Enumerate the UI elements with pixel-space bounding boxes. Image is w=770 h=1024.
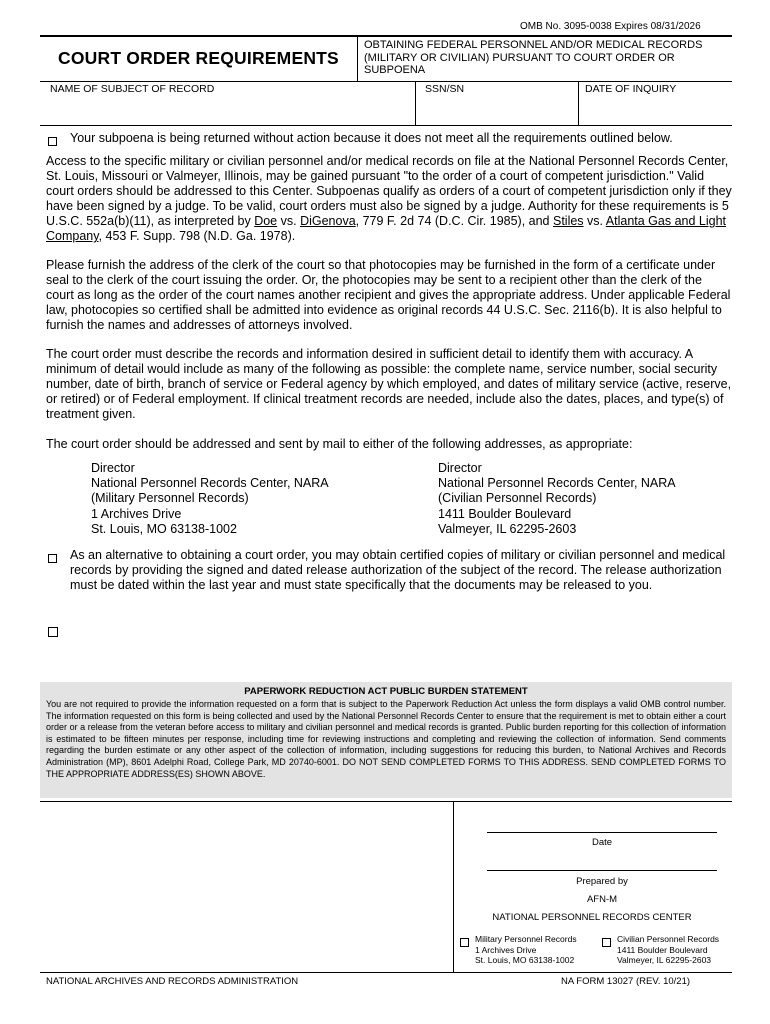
return-without-action-checkbox[interactable]	[48, 137, 57, 146]
date-signature-line	[487, 832, 717, 833]
header-bottom-rule	[40, 81, 732, 82]
field-divider-1	[415, 81, 416, 125]
name-of-subject-label: NAME OF SUBJECT OF RECORD	[50, 83, 215, 95]
case-digenova: DiGenova	[300, 214, 356, 229]
footer-rule	[40, 972, 732, 973]
military-records-checkbox[interactable]	[460, 938, 469, 947]
prepared-by-label: Prepared by	[576, 876, 628, 887]
bottom-section-divider	[453, 801, 454, 973]
military-records-address: Director National Personnel Records Center, NARA (Military Personnel Records) 1 Archives Drive St. Louis, MO 63138-1002	[91, 461, 329, 536]
release-authorization-text: As an alternative to obtaining a court order, you may obtain certified copies of military or civilian personnel and medical records by providing the signed and dated release authorization of the subject of the record. The release authorization must be dated within the last year and must state specifically that the documents may be released to you.	[70, 548, 726, 593]
fields-bottom-rule	[40, 125, 732, 126]
header-top-rule	[40, 35, 732, 37]
ssn-field[interactable]	[417, 95, 575, 123]
footer-form-number: NA FORM 13027 (REV. 10/21)	[561, 976, 691, 987]
ssn-label: SSN/SN	[425, 83, 465, 95]
photocopies-paragraph: Please furnish the address of the clerk of the court so that photocopies may be furnished in the form of a certificate under seal to the clerk of the court issuing the order. Or, the photocopies may be sent to a recipient other than the clerk of the court as long as the order of the court names another recipient and gives the appropriate address. Under applicable Federal law, photocopies so certified shall be admitted into evidence as original records 44 U.S.C. Sec. 2116(b). It is also helpful to furnish the names and addresses of attorneys involved.	[46, 258, 731, 333]
case-doe: Doe	[254, 214, 278, 229]
pra-text: You are not required to provide the information requested on a form that is subject to the Paperwork Reduction Act unless the form displays a valid OMB control number. The information requested on this form is being collected and used by the National Personnel Records Center to ensure that the requirement is met to obtain either a court order or a release from the veteran before access to military and civilian personnel and medical records is granted. Public burden reporting for this collection of information is estimated to be fifteen minutes per response, including time for reviewing instructions and completing and reviewing the collection of information. Send comments regarding the burden estimate or any other aspect of the collection of information, including suggestions for reducing this burden, to National Archives and Records Administration (MP), 8601 Adelphi Road, College Park, MD 20740-6001. DO NOT SEND COMPLETED FORMS TO THIS ADDRESS. SEND COMPLETED FORMS TO THE APPROPRIATE ADDRESS(ES) SHOWN ABOVE.	[46, 699, 726, 779]
bottom-section-top-rule	[40, 801, 732, 802]
return-without-action-text: Your subpoena is being returned without action because it does not meet all the requirements outlined below.	[70, 131, 673, 145]
case-atlanta-gas: Atlanta Gas and Light Company	[46, 214, 727, 244]
military-records-return-address: Military Personnel Records 1 Archives Drive St. Louis, MO 63138-1002	[475, 934, 577, 965]
prepared-by-line	[487, 870, 717, 871]
other-reason-checkbox[interactable]	[48, 627, 58, 637]
remarks-area[interactable]	[42, 803, 450, 971]
date-label: Date	[591, 837, 613, 848]
date-of-inquiry-field[interactable]	[580, 95, 730, 123]
pra-title: PAPERWORK REDUCTION ACT PUBLIC BURDEN STATEMENT	[244, 686, 528, 697]
civilian-records-checkbox[interactable]	[602, 938, 611, 947]
civilian-records-return-address: Civilian Personnel Records 1411 Boulder Boulevard Valmeyer, IL 62295-2603	[617, 934, 720, 965]
access-paragraph: Access to the specific military or civilian personnel and/or medical records on file at the National Personnel Records Center, St. Louis, Missouri or Valmeyer, Illinois, may be gained pursuant "to the order of a court of competent jurisdiction." Valid court orders should be addressed to this Center. Subpoenas qualify as orders of a court of competent jurisdiction only if they have been signed by a judge. To be valid, court orders must also be signed by a judge. Authority for these requirements is 5 U.S.C. 552a(b)(11), as interpreted by Doe vs. DiGenova, 779 F. 2d 74 (D.C. Cir. 1985), and Stiles vs. Atlanta Gas and Light Company, 453 F. Supp. 798 (N.D. Ga. 1978).	[46, 154, 732, 244]
afn-label: AFN-M	[586, 894, 618, 905]
date-of-inquiry-label: DATE OF INQUIRY	[585, 83, 677, 95]
court-order-detail-paragraph: The court order must describe the records and information desired in sufficient detail to identify them with accuracy. A minimum of detail would include as many of the following as possible: the complete name, service number, social security number, date of birth, branch of service or Federal agency by which employed, and dates of military service (active, reserve, or retired) or of Federal employment. If clinical treatment records are needed, include also the dates, places, and type(s) of treatment given.	[46, 347, 732, 422]
case-stiles: Stiles	[552, 214, 584, 229]
civilian-records-address: Director National Personnel Records Center, NARA (Civilian Personnel Records) 1411 Boulder Boulevard Valmeyer, IL 62295-2603	[438, 461, 676, 536]
footer-agency: NATIONAL ARCHIVES AND RECORDS ADMINISTRATION	[46, 976, 299, 987]
name-of-subject-field[interactable]	[40, 85, 410, 123]
omb-number: OMB No. 3095-0038 Expires 08/31/2026	[520, 21, 701, 32]
form-subtitle: OBTAINING FEDERAL PERSONNEL AND/OR MEDICAL RECORDS (MILITARY OR CIVILIAN) PURSUANT TO COURT ORDER OR SUBPOENA	[364, 39, 703, 76]
records-center-label: NATIONAL PERSONNEL RECORDS CENTER	[492, 912, 692, 923]
addresses-intro-paragraph: The court order should be addressed and sent by mail to either of the following addresses, as appropriate:	[46, 437, 633, 451]
field-divider-2	[578, 81, 579, 125]
release-authorization-checkbox[interactable]	[48, 554, 57, 563]
header-divider	[357, 35, 358, 82]
form-title: COURT ORDER REQUIREMENTS	[58, 48, 339, 68]
